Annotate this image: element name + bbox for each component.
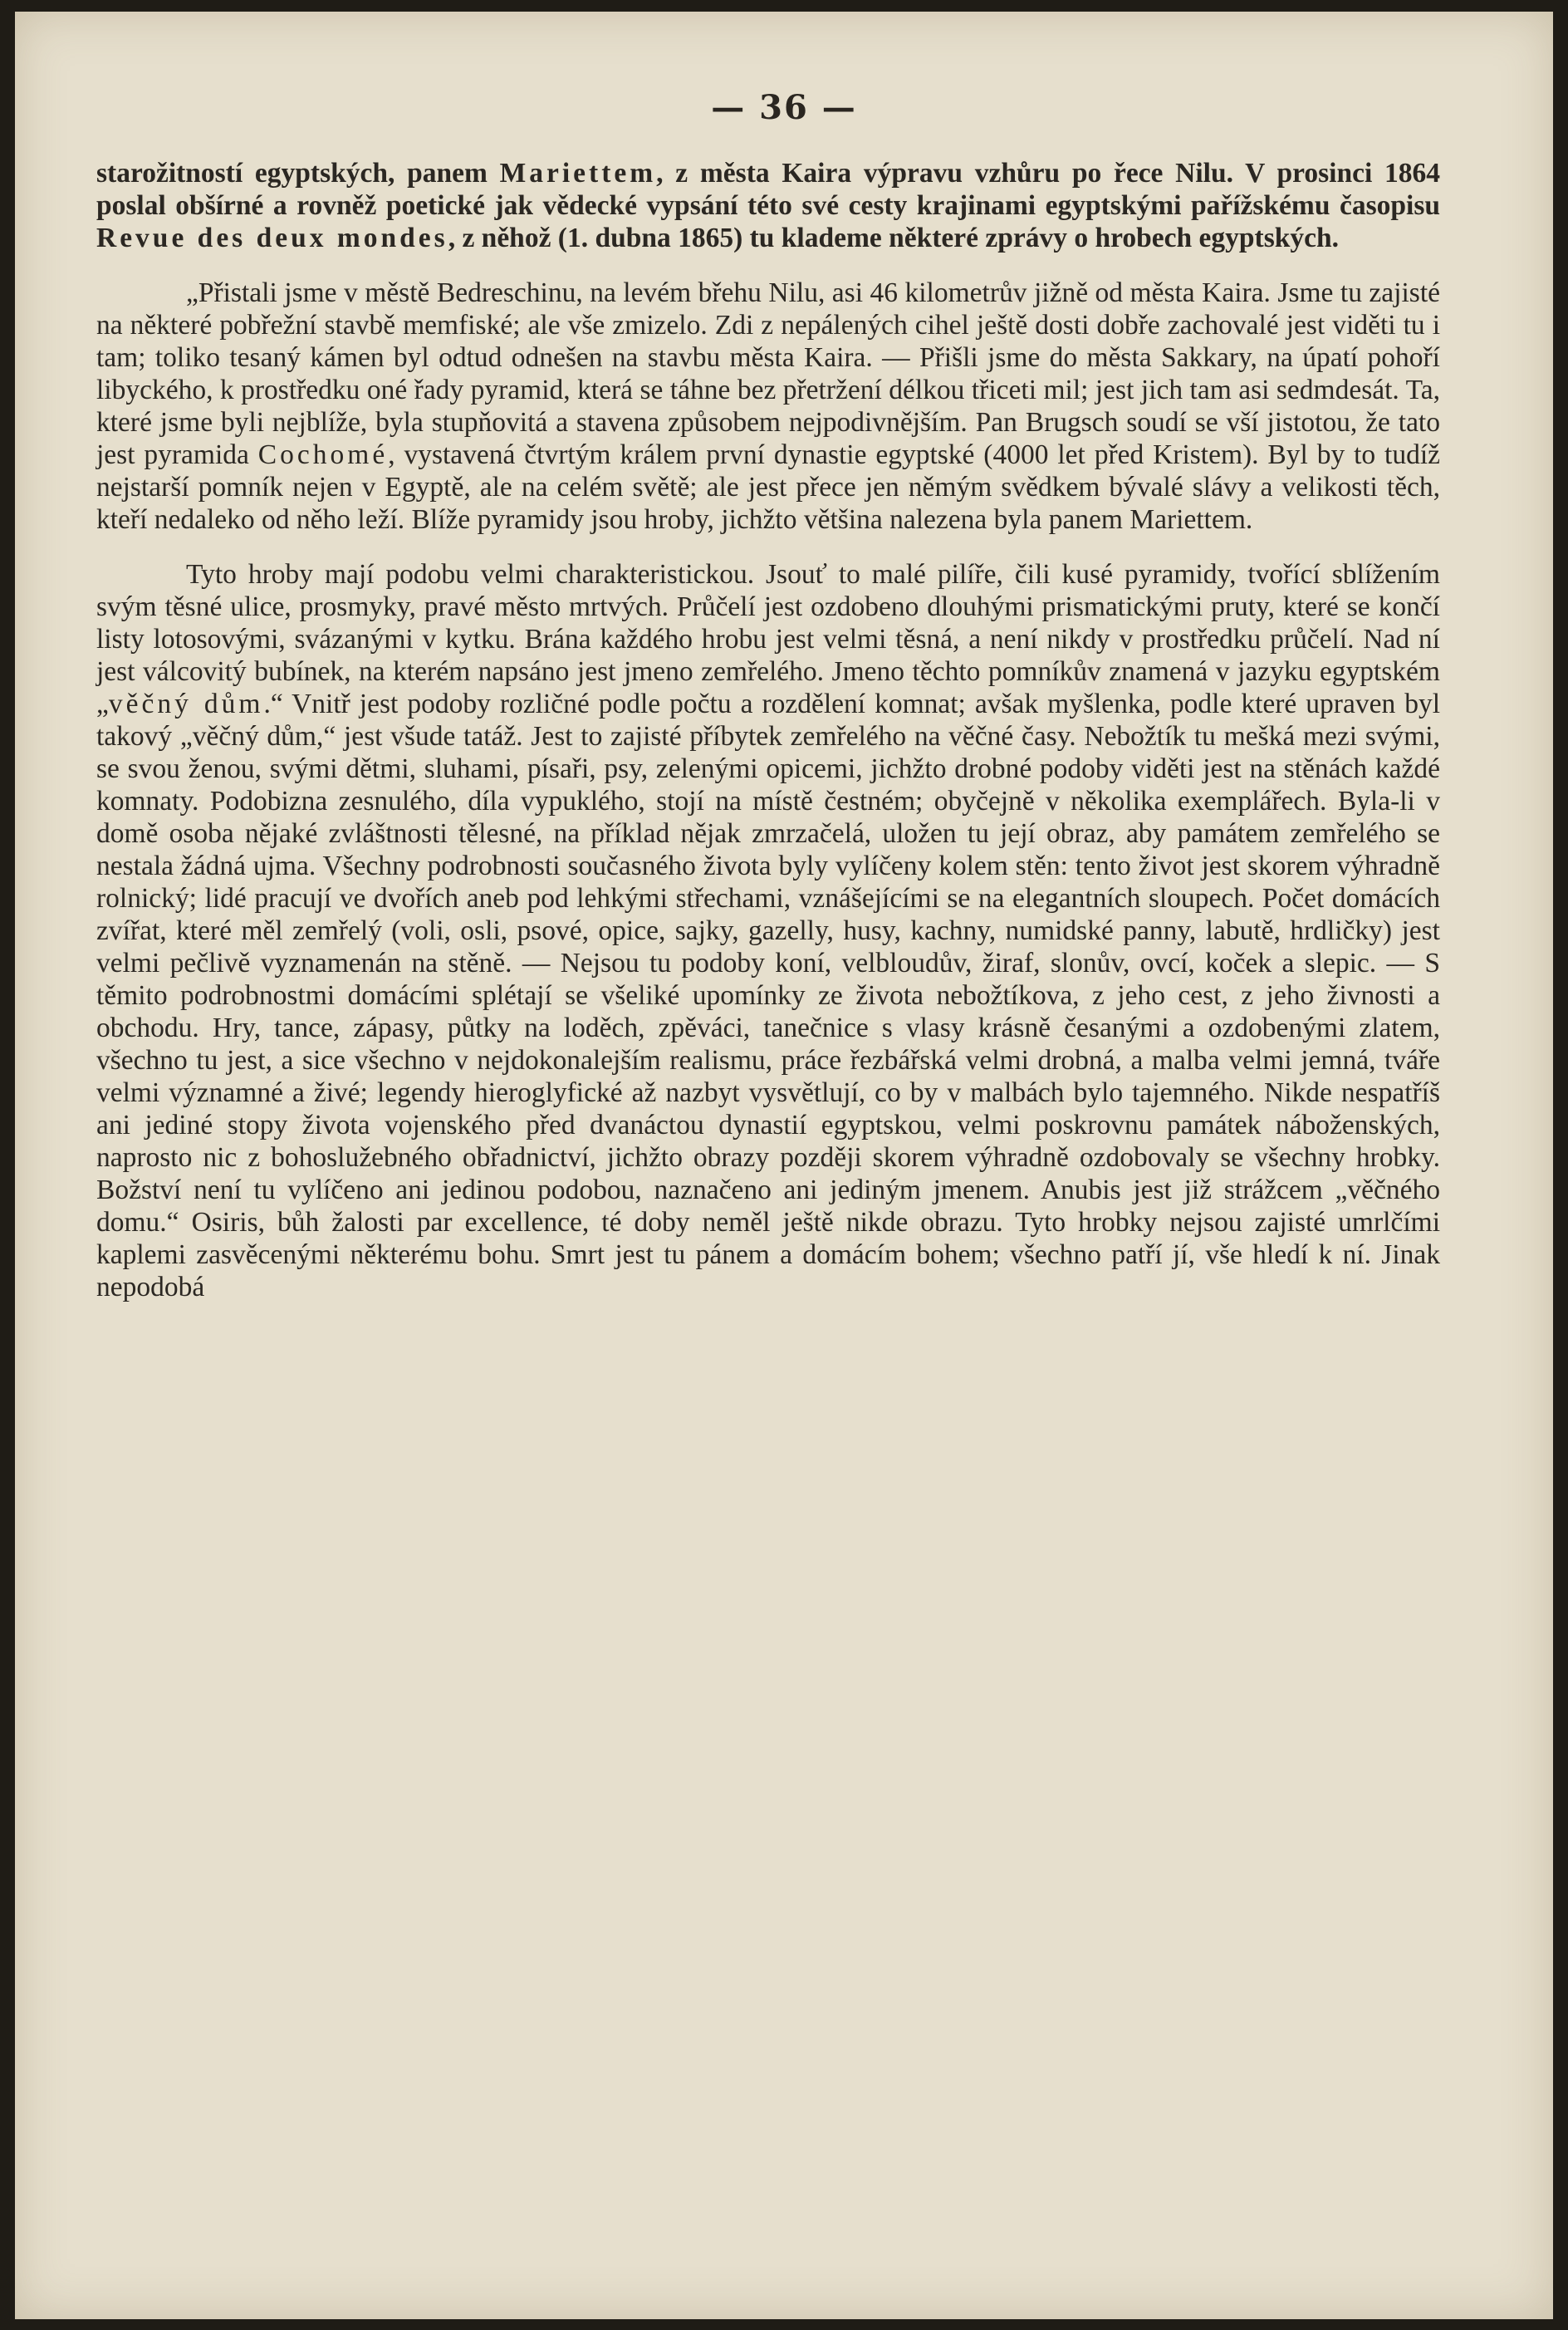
page-number: — 36 — bbox=[711, 88, 857, 127]
paragraph-3 bbox=[96, 558, 1440, 1303]
paragraph-1 bbox=[96, 157, 1440, 254]
text-run: Tyto hroby mají podobu velmi charakteristickou. Jsouť to malé pilíře, čili kusé pyramidy, tvořící sblížením svým těsné ulice, prosmyky, pravé město mrtvých. Průčelí jest ozdobeno dlouhými prismatickými pruty, které se končí listy lotosovými, svázanými v kytku. Brána každého hrobu jest velmi těsná, a není nikdy v prostředku průčelí. Nad ní jest válcovitý bubínek, na kterém napsáno jest jmeno zemřelého. Jmeno těchto pomníkův znamená v jazyku egyptském „ bbox=[96, 559, 1440, 719]
text-run: , z něhož (1. dubna 1865) tu klademe některé zprávy o hrobech egyptských. bbox=[448, 223, 1339, 253]
book-page bbox=[15, 12, 1553, 2319]
text-run: věčný dům bbox=[108, 689, 264, 719]
paragraph-2 bbox=[96, 277, 1440, 536]
text-run: Revue des deux mondes bbox=[96, 223, 448, 253]
text-run: Mariettem bbox=[499, 158, 657, 189]
text-run: , z města Kaira výpravu vzhůru po řece Nilu. V prosinci 1864 poslal obšírné a rovněž poetické jak vědecké vypsání této své cesty krajinami egyptskými pařížskému časopisu bbox=[96, 158, 1441, 221]
text-run: .“ Vnitř jest podoby rozličné podle počtu a rozdělení komnat; avšak myšlenka, podle které upraven byl takový „věčný dům,“ jest všude tatáž. Jest to zajisté příbytek zemřelého na věčné časy. Nebožtík tu mešká mezi svými, se svou ženou, svými dětmi, sluhami, písaři, psy, zelenými opicemi, jichžto drobné podoby viděti jest na stěnách každé komnaty. Podobizna zesnulého, díla vypuklého, stojí na místě čestném; obyčejně v několika exemplářech. Byla-li v domě osoba nějaké zvláštnosti tělesné, na příklad nějak zmrzačelá, uložen tu její obraz, aby památem zemřelého se nestala žádná ujma. Všechny podrobnosti současného života byly vylíčeny kolem stěn: tento život jest skorem výhradně rolnický; lidé pracují ve dvořích aneb pod lehkými střechami, vznášejícími se na elegantních sloupech. Počet domácích zvířat, které měl zemřelý (voli, osli, psové, opice, sajky, gazelly, husy, kachny, numidské panny, labutě, hrdličky) jest velmi pečlivě vyznamenán na stěně. — Nejsou tu podoby koní, velbloudův, žiraf, slonův, ovcí, koček a slepic. — S těmito podrobnostmi domácími splétají se všeliké upomínky ze života nebožtíkova, z jeho cest, z jeho živnosti a obchodu. Hry, tance, zápasy, půtky na loděch, zpěváci, tanečnice s vlasy krásně česanými a ozdobenými zlatem, všechno tu jest, a sice všechno v nejdokonalejším realismu, práce řezbářská velmi drobná, a malba velmi jemná, tváře velmi významné a živé; legendy hieroglyfické až nazbyt vysvětlují, co by v malbách bylo tajemného. Nikde nespatříš ani jediné stopy života vojenského před dvanáctou dynastií egyptskou, velmi poskrovnu památek náboženských, naprosto nic z bohoslužebného obřadnictví, jichžto obrazy později skorem výhradně ozdobovaly se všechny hrobky. Božství není tu vylíčeno ani jedinou podobou, naznačeno ani jediným jmenem. Anubis jest již strážcem „věčného domu.“ Osiris, bůh žalosti par excellence, té doby neměl ještě nikde obrazu. Tyto hrobky nejsou zajisté umrlčími kaplemi zasvěcenými některému bohu. Smrt jest tu pánem a domácím bohem; všechno patří jí, vše hledí k ní. Jinak nepodobá bbox=[96, 689, 1441, 1302]
text-run: „Přistali jsme v městě Bedreschinu, na levém břehu Nilu, asi 46 kilometrův jižně od města Kaira. Jsme tu zajisté na některé pobřežní stavbě memfiské; ale vše zmizelo. Zdi z nepálených cihel ještě dosti dobře zachovalé jest viděti tu i tam; toliko tesaný kámen byl odtud odnešen na stavbu města Kaira. — Přišli jsme do města Sakkary, na úpatí pohoří libyckého, k prostředku oné řady pyramid, která se táhne bez přetržení délkou třiceti mil; jest jich tam asi sedmdesát. Ta, které jsme byli nejblíže, byla stupňovitá a stavena způsobem nejpodivnějším. Pan Brugsch soudí se vší jistotou, že tato jest pyramida bbox=[96, 277, 1440, 470]
text-run: Cochomé bbox=[257, 439, 389, 470]
page-text bbox=[96, 157, 1440, 1303]
text-run: , vystavená čtvrtým králem první dynastie egyptské (4000 let před Kristem). Byl by to tudíž nejstarší pomník nejen v Egyptě, ale na celém světě; ale jest přece jen němým svědkem bývalé slávy a velikosti těch, kteří nedaleko od něho leží. Blíže pyramidy jsou hroby, jichžto většina nalezena byla panem Mariettem. bbox=[96, 439, 1441, 535]
text-run: starožitností egyptských, panem bbox=[96, 158, 500, 189]
